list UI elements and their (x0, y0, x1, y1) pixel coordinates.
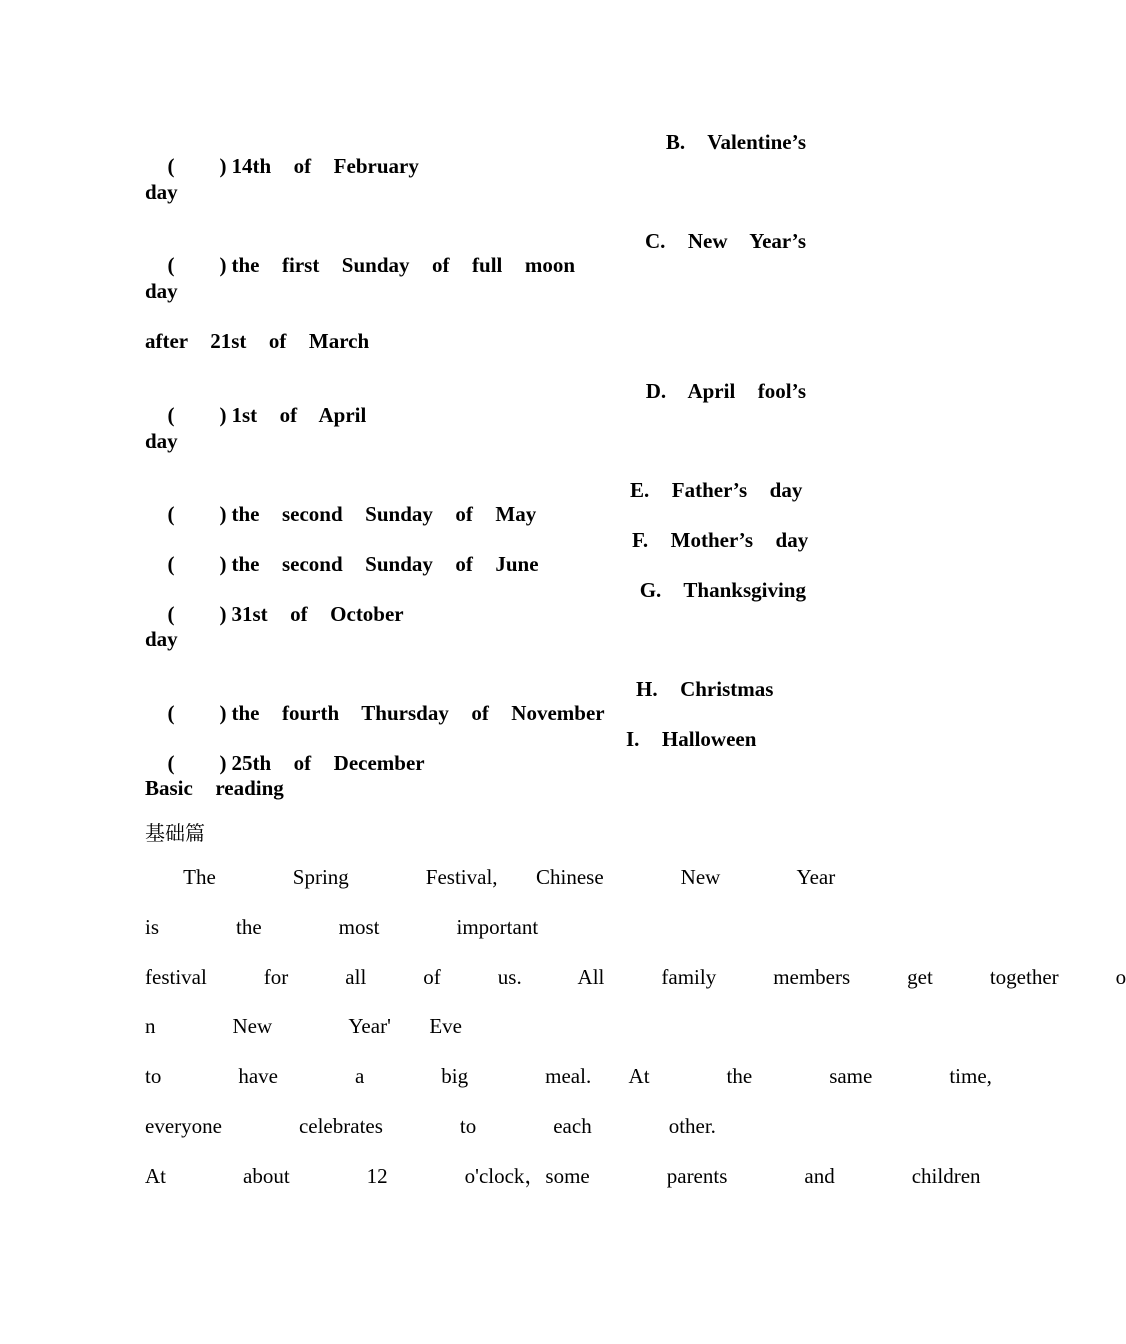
match-wrap-text: day (145, 627, 178, 651)
reading-line: The Spring Festival, Chinese New Year (145, 865, 836, 889)
match-answer-h: H. Christmas (636, 677, 774, 701)
match-clue: the second Sunday of June (231, 552, 539, 576)
answer-blank[interactable]: ( ) (167, 751, 227, 775)
match-row-3 (145, 379, 366, 427)
answer-blank[interactable]: ( ) (167, 701, 227, 725)
match-row-4 (145, 478, 536, 526)
match-row-8 (145, 727, 425, 775)
match-answer-d: D. April fool’s (645, 379, 806, 403)
answer-blank[interactable]: ( ) (167, 403, 227, 427)
match-wrap-text: day (145, 279, 178, 303)
answer-blank[interactable]: ( ) (167, 602, 227, 626)
match-clue: 25th of December (231, 751, 425, 775)
match-clue: 31st of October (231, 602, 404, 626)
match-clue: 14th of February (231, 154, 419, 178)
answer-blank[interactable]: ( ) (167, 502, 227, 526)
match-row-7 (145, 677, 605, 725)
section-heading: Basic reading (145, 776, 284, 800)
match-clue: the fourth Thursday of November (231, 701, 605, 725)
match-row-1 (145, 130, 419, 178)
match-wrap-text: day (145, 180, 178, 204)
answer-blank[interactable]: ( ) (167, 154, 227, 178)
match-clue-continuation: after 21st of March (145, 329, 370, 353)
reading-line: festival for all of us. All family members get together o (145, 965, 1126, 989)
answer-blank[interactable]: ( ) (167, 253, 227, 277)
reading-line: everyone celebrates to each other. (145, 1114, 716, 1138)
reading-line: is the most important (145, 915, 539, 939)
match-clue: 1st of April (231, 403, 367, 427)
match-answer-i: I. Halloween (626, 727, 757, 751)
match-row-2 (145, 229, 575, 277)
match-answer-c: C. New Year’s (644, 229, 806, 253)
match-answer-f: F. Mother’s day (632, 528, 809, 552)
match-clue: the first Sunday of full moon (231, 253, 576, 277)
reading-line: n New Year' Eve (145, 1014, 463, 1038)
reading-line: to have a big meal. At the same time, (145, 1064, 992, 1088)
match-row-5 (145, 528, 539, 576)
match-clue: the second Sunday of May (231, 502, 537, 526)
answer-blank[interactable]: ( ) (167, 552, 227, 576)
reading-line: At about 12 o'clock，some parents and children (145, 1164, 981, 1188)
match-answer-e: E. Father’s day (630, 478, 803, 502)
match-wrap-text: day (145, 429, 178, 453)
section-subheading: 基础篇 (145, 821, 205, 845)
match-answer-g: G. Thanksgiving (639, 578, 806, 602)
match-answer-b: B. Valentine’s (665, 130, 806, 154)
match-row-6 (145, 578, 404, 626)
